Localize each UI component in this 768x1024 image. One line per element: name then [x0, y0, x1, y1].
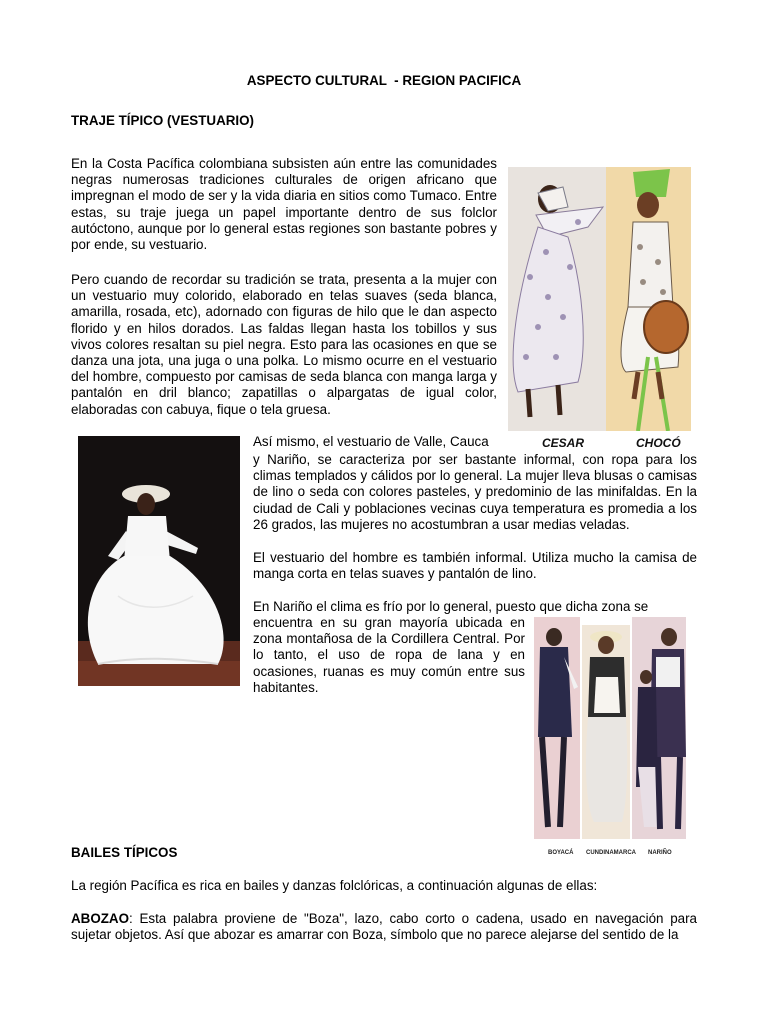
paragraph-tradicion: Pero cuando de recordar su tradición se trata, presenta a la mujer con un vestuario muy colorido, elaborado en telas suaves (seda blanca, amarilla, rosada, etc), adornado con figuras de hilo que le dan aspecto florido y en hilos dorados. Las faldas llegan hasta los tobillos y sus vivos colores resaltan su piel negra. Esto para las ocasiones en que se danza una jota, una juga o una polka. Lo mismo ocurre en el vestuario del hombre, compuesto por camisas de seda blanca con manga larga y pantalón en dril blanco; zapatillas o alpargatas de igual color, elaboradas con cabuya, fique o tela gruesa.	[71, 272, 497, 417]
section-heading-bailes: BAILES TÍPICOS	[71, 845, 178, 860]
regions-illustration	[534, 617, 686, 842]
section-heading-traje: TRAJE TÍPICO (VESTUARIO)	[71, 113, 255, 128]
caption-cesar: CESAR	[542, 436, 585, 450]
paragraph-bailes-intro: La región Pacífica es rica en bailes y danzas folclóricas, a continuación algunas de ellas:	[71, 878, 598, 893]
dancer-photo	[78, 436, 240, 686]
paragraph-valle-cauca-line1: Así mismo, el vestuario de Valle, Cauca	[253, 434, 489, 449]
term-abozao: ABOZAO	[71, 911, 130, 926]
paragraph-vestuario-hombre: El vestuario del hombre es también informal. Utiliza mucho la camisa de manga corta en telas suaves y pantalón de lino.	[253, 550, 697, 582]
costume-figure	[508, 167, 691, 451]
abozao-definition: : Esta palabra proviene de "Boza", lazo, cabo corto o cadena, usado en navegación para sujetar objetos. Así que abozar es amarrar con Boza, símbolo que no parece alejarse del sentido de la	[71, 911, 697, 943]
paragraph-narino: encuentra en su gran mayoría ubicada en zona montañosa de la Cordillera Central. Por lo tanto, el uso de ropa de lana y en ocasiones, ruanas es muy común entre sus habitantes.	[253, 615, 525, 695]
page-title: ASPECTO CULTURAL - REGION PACIFICA	[246, 73, 522, 88]
costume-illustration	[508, 167, 691, 451]
paragraph-costa-pacifica: En la Costa Pacífica colombiana subsisten aún entre las comunidades negras numerosas tradiciones culturales de origen africano que impregnan el modo de ser y la vida diaria en sitios como Tumaco. Entre estas, su traje juega un papel importante dentro de sus folclor autóctono, aunque por lo general estas regiones son bastante pobres y por ende, su vestuario.	[71, 156, 497, 253]
paragraph-narino-line1: En Nariño el clima es frío por lo general, puesto que dicha zona se	[253, 599, 649, 614]
dancer-illustration	[78, 436, 240, 686]
regions-figure	[534, 617, 686, 856]
caption-boyaca: BOYACÁ	[548, 850, 574, 856]
caption-narino: NARIÑO	[648, 850, 672, 856]
paragraph-valle-cauca: y Nariño, se caracteriza por ser bastante informal, con ropa para los climas templados y cálidos por lo general. La mujer lleva blusas o camisas de lino o seda con colores pasteles, y predominio de las minifaldas. En la ciudad de Cali y poblaciones vecinas cuya temperatura es promedia a los 26 grados, las mujeres no acostumbran a usar medias veladas.	[253, 452, 697, 532]
caption-choco: CHOCÓ	[636, 436, 681, 450]
caption-cundinamarca: CUNDINAMARCA	[586, 850, 636, 856]
paragraph-abozao	[71, 911, 697, 943]
